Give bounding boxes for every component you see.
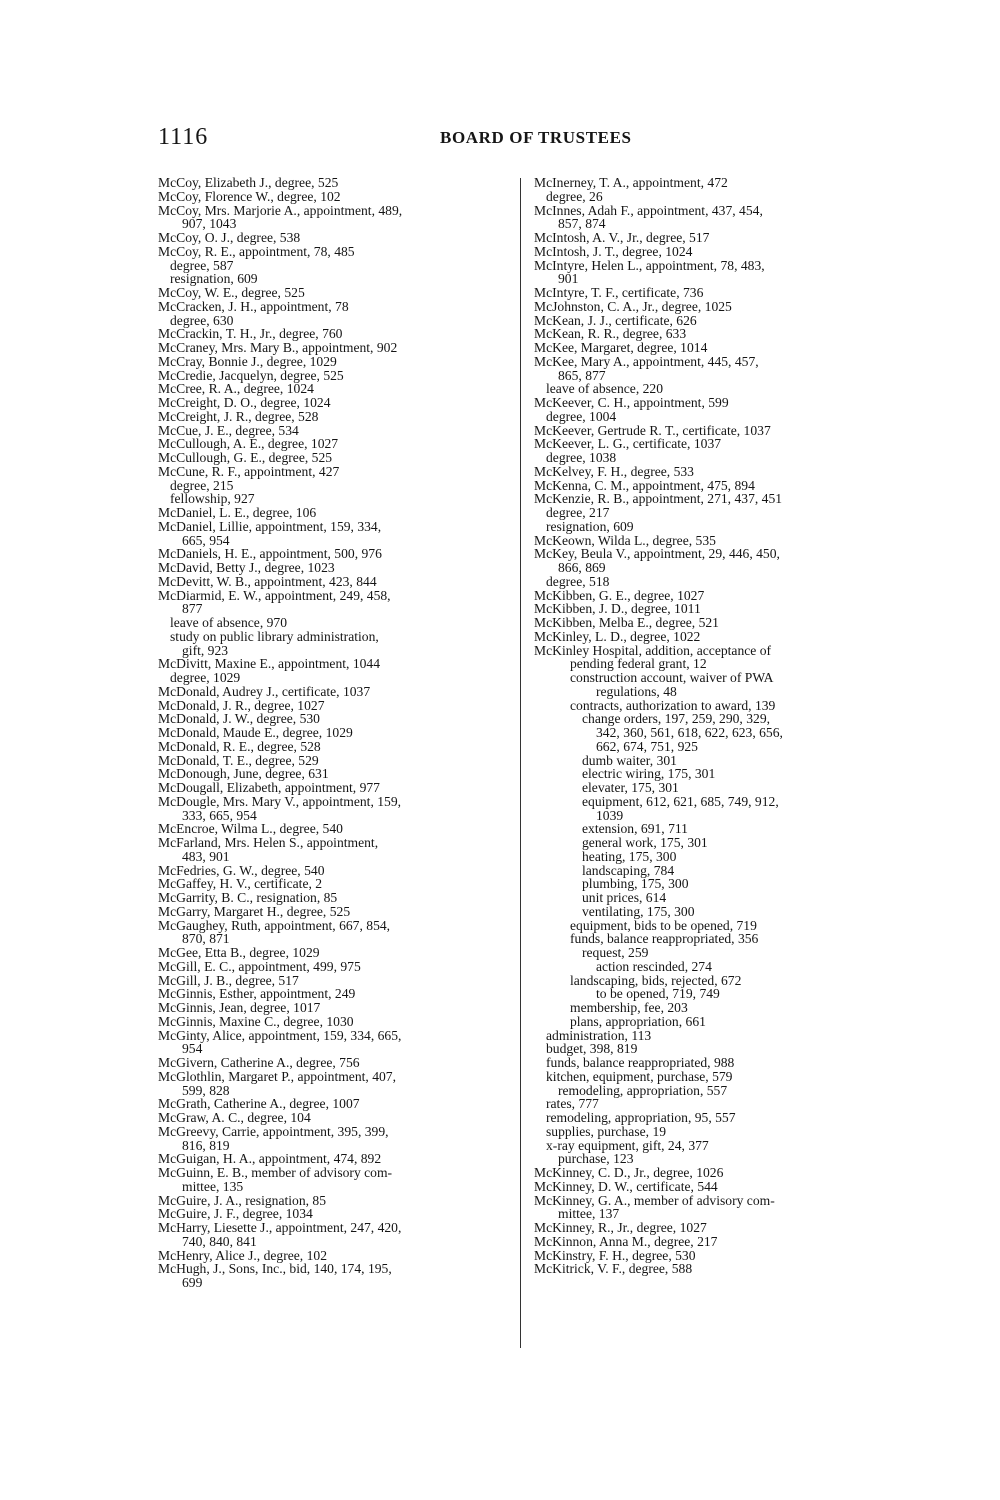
index-entry: McDonough, June, degree, 631	[158, 766, 329, 782]
index-subentry: leave of absence, 220	[546, 381, 664, 397]
index-entry: McHarry, Liesette J., appointment, 247, 420,	[158, 1220, 402, 1235]
index-entry: McFarland, Mrs. Helen S., appointment,	[158, 835, 379, 850]
index-subentry: purchase, 123	[558, 1151, 634, 1167]
index-entry: McIntosh, A. V., Jr., degree, 517	[534, 230, 710, 245]
index-subentry: degree, 215	[170, 477, 234, 493]
index-entry: McKenna, C. M., appointment, 475, 894	[534, 477, 755, 493]
index-entry: McDaniels, H. E., appointment, 500, 976	[158, 546, 382, 562]
index-entry: McKinney, R., Jr., degree, 1027	[534, 1220, 707, 1235]
index-subentry: degree, 1029	[170, 670, 241, 685]
index-subentry: pending federal grant, 12	[570, 656, 707, 672]
index-entry: McGinty, Alice, appointment, 159, 334, 665,	[158, 1027, 402, 1043]
index-entry: McKee, Margaret, degree, 1014	[534, 340, 708, 355]
index-subentry: 877	[182, 601, 203, 617]
index-entry: McInerney, T. A., appointment, 472	[534, 175, 728, 190]
index-subentry: degree, 26	[546, 188, 603, 204]
index-subentry: 483, 901	[182, 848, 230, 864]
index-entry: McGaughey, Ruth, appointment, 667, 854,	[158, 917, 391, 933]
index-subentry: mittee, 135	[182, 1178, 244, 1194]
index-entry: McGinnis, Maxine C., degree, 1030	[158, 1013, 354, 1029]
index-entry: McDonald, R. E., degree, 528	[158, 738, 321, 754]
index-subentry: construction account, waiver of PWA	[570, 670, 774, 685]
index-entry: McCune, R. F., appointment, 427	[158, 463, 340, 479]
index-entry: McDonald, J. W., degree, 530	[158, 711, 320, 727]
index-subentry: 901	[558, 271, 579, 287]
index-subentry: degree, 630	[170, 312, 234, 328]
index-subentry: remodeling, appropriation, 95, 557	[546, 1110, 736, 1125]
index-subentry: 342, 360, 561, 618, 622, 623, 656,	[596, 725, 783, 740]
index-subentry: 865, 877	[558, 367, 606, 383]
index-entry: McGarrity, B. C., resignation, 85	[158, 890, 338, 905]
index-subentry: study on public library administration,	[170, 628, 379, 644]
index-entry: McCree, R. A., degree, 1024	[158, 381, 314, 397]
index-subentry: fellowship, 927	[170, 491, 255, 507]
index-entry: McKinney, G. A., member of advisory com-	[534, 1192, 775, 1208]
index-entry: McKeever, Gertrude R. T., certificate, 1037	[534, 422, 771, 438]
index-entry: McDougle, Mrs. Mary V., appointment, 159,	[158, 793, 402, 809]
index-entry: McGaffey, H. V., certificate, 2	[158, 876, 323, 892]
index-entry: McHenry, Alice J., degree, 102	[158, 1247, 327, 1263]
index-entry: McDougall, Elizabeth, appointment, 977	[158, 780, 380, 795]
index-entry: McCoy, Mrs. Marjorie A., appointment, 489,	[158, 202, 403, 218]
index-subentry: mittee, 137	[558, 1206, 620, 1222]
index-subentry: 599, 828	[182, 1082, 230, 1098]
index-subentry: supplies, purchase, 19	[546, 1123, 667, 1139]
index-subentry: contracts, authorization to award, 139	[570, 697, 776, 713]
index-entry: McCullough, A. E., degree, 1027	[158, 436, 339, 452]
index-subentry: x-ray equipment, gift, 24, 377	[546, 1137, 709, 1153]
index-entry: McCreight, J. R., degree, 528	[158, 408, 319, 424]
index-entry: McHugh, J., Sons, Inc., bid, 140, 174, 195,	[158, 1261, 392, 1277]
index-entry: McKey, Beula V., appointment, 29, 446, 450,	[534, 546, 780, 562]
index-entry: McFedries, G. W., degree, 540	[158, 862, 325, 878]
index-subentry: administration, 113	[546, 1027, 652, 1043]
index-subentry: plumbing, 175, 300	[582, 876, 689, 892]
index-entry: McDevitt, W. B., appointment, 423, 844	[158, 573, 377, 589]
index-entry: McCoy, W. E., degree, 525	[158, 285, 305, 300]
index-subentry: dumb waiter, 301	[582, 752, 677, 768]
index-entry: McCoy, Elizabeth J., degree, 525	[158, 175, 339, 190]
index-entry: McKinney, D. W., certificate, 544	[534, 1178, 718, 1194]
index-subentry: funds, balance reappropriated, 356	[570, 931, 759, 947]
column-divider	[520, 178, 521, 1348]
index-subentry: heating, 175, 300	[582, 848, 677, 864]
index-subentry: landscaping, 784	[582, 862, 675, 878]
index-entry: McGivern, Catherine A., degree, 756	[158, 1055, 360, 1070]
index-subentry: unit prices, 614	[582, 890, 667, 905]
index-entry: McDonald, Audrey J., certificate, 1037	[158, 683, 371, 699]
index-subentry: leave of absence, 970	[170, 615, 288, 630]
index-subentry: 857, 874	[558, 216, 606, 232]
index-subentry: action rescinded, 274	[596, 958, 712, 974]
index-subentry: plans, appropriation, 661	[570, 1013, 706, 1029]
index-entry: McGlothlin, Margaret P., appointment, 407,	[158, 1068, 396, 1084]
index-column-left	[158, 176, 510, 1290]
index-entry: McCoy, O. J., degree, 538	[158, 230, 301, 245]
index-subentry: degree, 217	[546, 505, 610, 520]
index-subentry: 699	[182, 1275, 203, 1290]
index-subentry: 954	[182, 1041, 203, 1057]
index-entry: McGinnis, Jean, degree, 1017	[158, 1000, 321, 1015]
index-entry: McDonald, J. R., degree, 1027	[158, 697, 325, 713]
index-subentry: regulations, 48	[596, 683, 677, 699]
index-entry: McKean, J. J., certificate, 626	[534, 312, 697, 328]
index-subentry: 665, 954	[182, 532, 230, 548]
index-entry: McCullough, G. E., degree, 525	[158, 450, 333, 465]
index-entry: McKelvey, F. H., degree, 533	[534, 463, 694, 479]
index-subentry: budget, 398, 819	[546, 1041, 638, 1057]
index-subentry: degree, 587	[170, 257, 234, 273]
index-subentry: funds, balance reappropriated, 988	[546, 1055, 735, 1070]
index-entry: McGuigan, H. A., appointment, 474, 892	[158, 1151, 382, 1167]
index-subentry: kitchen, equipment, purchase, 579	[546, 1068, 733, 1084]
index-subentry: equipment, bids to be opened, 719	[570, 917, 757, 933]
index-entry: McGrath, Catherine A., degree, 1007	[158, 1096, 360, 1112]
index-entry: McEncroe, Wilma L., degree, 540	[158, 821, 343, 837]
index-entry: McDiarmid, E. W., appointment, 249, 458,	[158, 587, 391, 603]
index-entry: McKinley, L. D., degree, 1022	[534, 628, 701, 644]
index-subentry: 907, 1043	[182, 216, 237, 232]
index-entry: McGill, J. B., degree, 517	[158, 972, 299, 988]
index-entry: McDaniel, L. E., degree, 106	[158, 505, 317, 520]
index-subentry: to be opened, 719, 749	[596, 986, 720, 1002]
index-entry: McIntyre, T. F., certificate, 736	[534, 285, 704, 300]
page-number: 1116	[158, 124, 209, 150]
index-subentry: equipment, 612, 621, 685, 749, 912,	[582, 793, 779, 809]
index-entry: McKinney, C. D., Jr., degree, 1026	[534, 1165, 724, 1180]
index-entry: McGuire, J. F., degree, 1034	[158, 1206, 313, 1222]
index-subentry: extension, 691, 711	[582, 821, 688, 837]
index-entry: McCoy, Florence W., degree, 102	[158, 188, 341, 204]
index-subentry: degree, 1004	[546, 408, 617, 424]
index-entry: McCracken, J. H., appointment, 78	[158, 298, 349, 314]
index-entry: McGill, E. C., appointment, 499, 975	[158, 958, 361, 974]
index-entry: McCreight, D. O., degree, 1024	[158, 395, 331, 410]
index-entry: McDonald, T. E., degree, 529	[158, 752, 319, 768]
index-entry: McGarry, Margaret H., degree, 525	[158, 903, 351, 919]
index-entry: McCredie, Jacquelyn, degree, 525	[158, 367, 344, 383]
index-entry: McGinnis, Esther, appointment, 249	[158, 986, 356, 1002]
index-subentry: resignation, 609	[170, 271, 258, 287]
index-subentry: change orders, 197, 259, 290, 329,	[582, 711, 771, 727]
index-entry: McKeever, C. H., appointment, 599	[534, 395, 729, 410]
index-subentry: gift, 923	[182, 642, 229, 658]
index-entry: McCue, J. E., degree, 534	[158, 422, 299, 438]
index-entry: McKee, Mary A., appointment, 445, 457,	[534, 353, 759, 369]
index-subentry: 662, 674, 751, 925	[596, 738, 698, 754]
index-subentry: 870, 871	[182, 931, 230, 947]
index-entry: McJohnston, C. A., Jr., degree, 1025	[534, 298, 732, 314]
index-subentry: ventilating, 175, 300	[582, 903, 695, 919]
index-entry: McKinnon, Anna M., degree, 217	[534, 1233, 718, 1249]
index-entry: McCoy, R. E., appointment, 78, 485	[158, 243, 355, 259]
index-subentry: rates, 777	[546, 1096, 599, 1112]
index-entry: McCraney, Mrs. Mary B., appointment, 902	[158, 340, 398, 355]
index-entry: McIntosh, J. T., degree, 1024	[534, 243, 693, 259]
index-subentry: remodeling, appropriation, 557	[558, 1082, 728, 1098]
index-subentry: general work, 175, 301	[582, 835, 708, 850]
index-subentry: 816, 819	[182, 1137, 230, 1153]
index-subentry: landscaping, bids, rejected, 672	[570, 972, 742, 988]
index-entry: McDavid, Betty J., degree, 1023	[158, 560, 335, 575]
index-subentry: 866, 869	[558, 560, 606, 575]
index-entry: McInnes, Adah F., appointment, 437, 454,	[534, 202, 763, 218]
index-subentry: degree, 518	[546, 573, 610, 589]
index-entry: McGuire, J. A., resignation, 85	[158, 1192, 327, 1208]
index-entry: McKibben, J. D., degree, 1011	[534, 601, 701, 617]
index-entry: McKenzie, R. B., appointment, 271, 437, 451	[534, 491, 783, 507]
index-entry: McKinley Hospital, addition, acceptance of	[534, 642, 772, 658]
index-entry: McKibben, G. E., degree, 1027	[534, 587, 705, 603]
index-entry: McDivitt, Maxine E., appointment, 1044	[158, 656, 381, 672]
index-entry: McCray, Bonnie J., degree, 1029	[158, 353, 337, 369]
index-entry: McKeever, L. G., certificate, 1037	[534, 436, 722, 452]
index-entry: McKeown, Wilda L., degree, 535	[534, 532, 716, 548]
index-entry: McIntyre, Helen L., appointment, 78, 483,	[534, 257, 765, 273]
index-subentry: degree, 1038	[546, 450, 617, 465]
index-subentry: request, 259	[582, 945, 649, 960]
index-entry: McDaniel, Lillie, appointment, 159, 334,	[158, 518, 382, 534]
index-entry: McKinstry, F. H., degree, 530	[534, 1247, 696, 1263]
index-entry: McKitrick, V. F., degree, 588	[534, 1261, 693, 1277]
index-entry: McDonald, Maude E., degree, 1029	[158, 725, 353, 740]
index-entry: McKibben, Melba E., degree, 521	[534, 615, 719, 630]
index-entry: McKean, R. R., degree, 633	[534, 326, 687, 342]
index-entry: McGuinn, E. B., member of advisory com-	[158, 1165, 393, 1180]
index-column-right	[534, 176, 884, 1276]
index-entry: McGreevy, Carrie, appointment, 395, 399,	[158, 1123, 389, 1139]
running-head: BOARD OF TRUSTEES	[440, 128, 632, 147]
index-subentry: 1039	[596, 807, 624, 823]
index-subentry: resignation, 609	[546, 518, 634, 534]
index-subentry: electric wiring, 175, 301	[582, 766, 716, 782]
index-subentry: elevater, 175, 301	[582, 780, 679, 795]
index-entry: McGraw, A. C., degree, 104	[158, 1110, 311, 1125]
index-entry: McGee, Etta B., degree, 1029	[158, 945, 320, 960]
index-subentry: 740, 840, 841	[182, 1233, 257, 1249]
index-subentry: 333, 665, 954	[182, 807, 257, 823]
index-entry: McCrackin, T. H., Jr., degree, 760	[158, 326, 343, 342]
index-subentry: membership, fee, 203	[570, 1000, 688, 1015]
